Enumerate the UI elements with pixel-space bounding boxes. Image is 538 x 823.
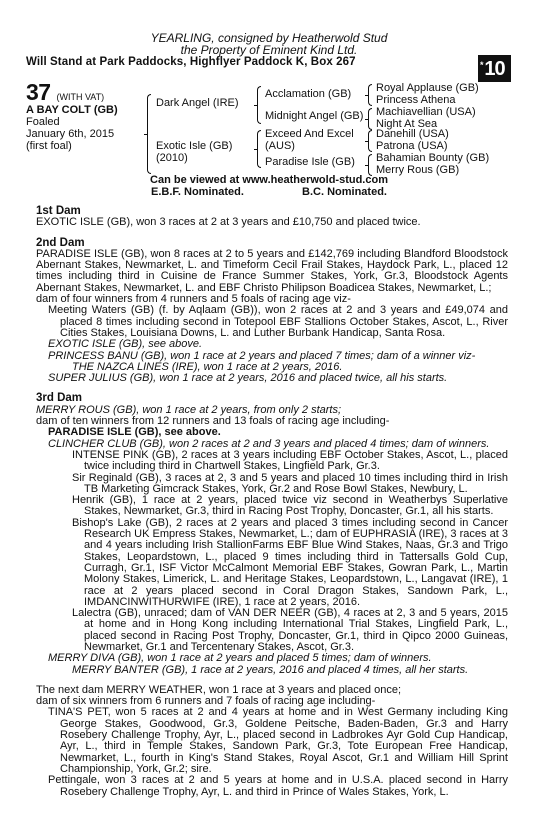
badge-star: * — [480, 60, 484, 70]
pedigree-dam-year: (2010) — [156, 152, 188, 164]
pedigree-sdd: Night At Sea — [376, 118, 438, 130]
pedigree-dam-sire-2: (AUS) — [265, 140, 295, 152]
third-dam-produce-2: CLINCHER CLUB (GB), won 2 races at 2 and 3 years and placed 4 times; dam of winners. — [48, 437, 490, 450]
third-dam-produce-3a: MERRY BANTER (GB), 1 race at 2 years, 2016 and placed 4 times, all her starts. — [72, 663, 469, 676]
foal-note: (first foal) — [26, 140, 72, 152]
viewing-url: Can be viewed at www.heatherwold-stud.com — [150, 174, 388, 186]
third-dam-produce-2d: Bishop's Lake (GB), 2 races at 2 years and placed 3 times including second in Cancer Research UK Empress Stakes, Newmarket, L.; dam of EUPHRASIA (IRE), 3 races at 3 and 4 years including Irish StallionFarms EBF Blue Wind Stakes, Naas, Gr.3 and Trigo Stakes, Leopardstown, L., placed 9 times including third in Tattersalls Gold Cup, Curragh, Gr.1, ISF Victor McCalmont Memorial EBF Stakes, Gowran Park, L., Martin Molony Stakes, Limerick, L. and Heritage Stakes, Leopardstown, L., Langavat (IRE), 1 race at 2 years placed second in Coral Dragon Stakes, Sandown Park, L., IMDANCINWITHURWIFE (IRE), 1 race at 2 years, 2016. — [72, 516, 508, 608]
lot-number — [26, 79, 104, 106]
second-dam-produce-3: PRINCESS BANU (GB), won 1 race at 2 years and placed 7 times; dam of a winner viz- — [48, 349, 476, 362]
third-dam-produce-1: PARADISE ISLE (GB), see above. — [48, 426, 221, 439]
third-dam-produce-3: MERRY DIVA (GB), won 1 race at 2 years and placed 5 times; dam of winners. — [48, 652, 432, 665]
third-dam-main: MERRY ROUS (GB), won 1 race at 2 years, from only 2 starts; — [36, 403, 342, 416]
second-dam-main: PARADISE ISLE (GB), won 8 races at 2 to 5 years and £142,769 including Blandford Bloodstock Abernant Stakes, Newmarket, L. and Timeform Cecil Frail Stakes, Haydock Park, L., placed 12 times including third in Cuisine de France Summer Stakes, York, Gr.3, Bloodstock Agents Abernant Stakes, Newmarket, L. and EBF Christo Philipson Boadicea Stakes, Newmarket, L.; — [36, 247, 508, 294]
badge-number: 10 — [484, 58, 505, 80]
third-dam-produce-2e: Lalectra (GB), unraced; dam of VAN DER NEER (GB), 4 races at 2, 3 and 5 years, 2015 at home and in Hong Kong including International Trial Stakes, Lingfield Park, L., placed second in Racing Post Trophy, Doncaster, Gr.1, third in Qipco 2000 Guineas, Newmarket, Gr.1 and Tercentenary Stakes, Ascot, Gr.3. — [72, 607, 508, 653]
next-dam-main: The next dam MERRY WEATHER, won 1 race at 3 years and placed once; — [36, 683, 402, 696]
third-dam-produce-2a: INTENSE PINK (GB), 2 races at 3 years including EBF October Stakes, Ascot, L., placed twice including third in Chartwell Stakes, Lingfield Park, Gr.3. — [72, 448, 508, 473]
first-dam-heading: 1st Dam — [36, 205, 81, 217]
pedigree-brace-dam — [257, 130, 261, 168]
pedigree-sire: Dark Angel (IRE) — [156, 97, 239, 109]
pedigree-brace-sire — [257, 86, 261, 124]
second-dam-dam-of: dam of four winners from 4 runners and 5 foals of racing age viz- — [36, 293, 351, 306]
pedigree-dsd: Patrona (USA) — [376, 140, 448, 152]
pedigree-sds: Machiavellian (USA) — [376, 106, 476, 118]
pedigree-dds: Bahamian Bounty (GB) — [376, 152, 490, 164]
next-dam-produce-1: TINA'S PET, won 5 races at 2 and 4 years at home and in West Germany including King George Stakes, Goodwood, Gr.3, Goldene Peitsche, Baden-Baden, Gr.3 and Harry Rosebery Challenge Trophy, Ayr, L., placed second in Ladbrokes Ayr Gold Cup Handicap, Ayr, L., third in Temple Stakes, Sandown Park, Gr.3, Tote European Free Handicap, Newmarket, L., fourth in King's Stand Stakes, Royal Ascot, Gr.1 and William Hill Sprint Championship, York, Gr.2; sire. — [48, 706, 508, 775]
third-dam-produce-2c: Henrik (GB), 1 race at 2 years, placed twice viz second in Weatherbys Superlative Stakes, Newmarket, Gr.3, third in Racing Post Trophy, Doncaster, Gr.1, all his starts. — [72, 494, 508, 518]
pedigree-dam-sire: Exceed And Excel — [265, 128, 354, 140]
second-dam-produce-2: EXOTIC ISLE (GB), see above. — [48, 338, 203, 351]
day-badge — [478, 55, 511, 82]
second-dam-produce-3a: THE NAZCA LINES (IRE), won 1 race at 2 years, 2016. — [72, 360, 343, 373]
foaled-date: January 6th, 2015 — [26, 128, 115, 140]
second-dam-produce-4: SUPER JULIUS (GB), won 1 race at 2 years, 2016 and placed twice, all his starts. — [48, 372, 448, 385]
nominations — [0, 186, 538, 198]
pedigree-brace-dd — [368, 154, 372, 176]
property-line: the Property of Eminent Kind Ltd. — [180, 43, 358, 57]
next-dam-produce-2: Pettingale, won 3 races at 2 and 5 years at home and in U.S.A. placed second in Harry Rosebery Challenge Trophy, Ayr, L. and third in Prince of Wales Stakes, York, L. — [48, 774, 508, 798]
lot-title: A BAY COLT (GB) — [26, 104, 118, 116]
pedigree-dss: Danehill (USA) — [376, 128, 449, 140]
foaled-label: Foaled — [26, 116, 60, 128]
pedigree-sss: Royal Applause (GB) — [376, 82, 479, 94]
pedigree-dam: Exotic Isle (GB) — [156, 140, 233, 152]
lot-number-value: 37 — [26, 79, 51, 105]
pedigree-dam-dam: Paradise Isle (GB) — [265, 156, 355, 168]
pedigree-sire-dam: Midnight Angel (GB) — [265, 110, 364, 122]
pedigree-ssd: Princess Athena — [376, 94, 456, 106]
stand-location: Will Stand at Park Paddocks, Highflyer Paddock K, Box 267 — [26, 56, 356, 68]
dam-details — [36, 206, 508, 798]
third-dam-dam-of: dam of ten winners from 12 runners and 13 foals of racing age including- — [36, 415, 390, 428]
pedigree-brace-sd — [368, 108, 372, 130]
third-dam-produce-2b: Sir Reginald (GB), 3 races at 2, 3 and 5 years and placed 10 times including third in Irish TB Marketing Gimcrack Stakes, York, Gr.2 and Rose Bowl Stakes, Newbury, L. — [72, 471, 508, 495]
pedigree-brace-main — [147, 94, 151, 174]
bc-nominated: B.C. Nominated. — [302, 186, 387, 198]
second-dam-produce-1: Meeting Waters (GB) (f. by Aqlaam (GB)), won 2 races at 2 and 3 years and £49,074 and placed 8 times including second in Totepool EBF Stallions October Stakes, Ascot, L., River Cities Stakes, Louisiana Downs, L. and Luther Burbank Handicap, Santa Rosa. — [48, 304, 508, 339]
pedigree-ddd: Merry Rous (GB) — [376, 164, 460, 176]
consignor-line: YEARLING, consigned by Heatherwold Stud — [150, 31, 388, 45]
second-dam-heading: 2nd Dam — [36, 236, 85, 249]
pedigree-brace-ss — [368, 84, 372, 106]
vat-note: (WITH VAT) — [56, 92, 105, 102]
third-dam-heading: 3rd Dam — [36, 392, 83, 405]
next-dam-dam-of: dam of six winners from 6 runners and 7 foals of racing age including- — [36, 695, 376, 708]
ebf-nominated: E.B.F. Nominated. — [151, 186, 244, 198]
first-dam-text: EXOTIC ISLE (GB), won 3 races at 2 at 3 years and £10,750 and placed twice. — [36, 216, 421, 229]
pedigree-brace-ds — [368, 130, 372, 152]
pedigree-sire-sire: Acclamation (GB) — [265, 88, 352, 100]
